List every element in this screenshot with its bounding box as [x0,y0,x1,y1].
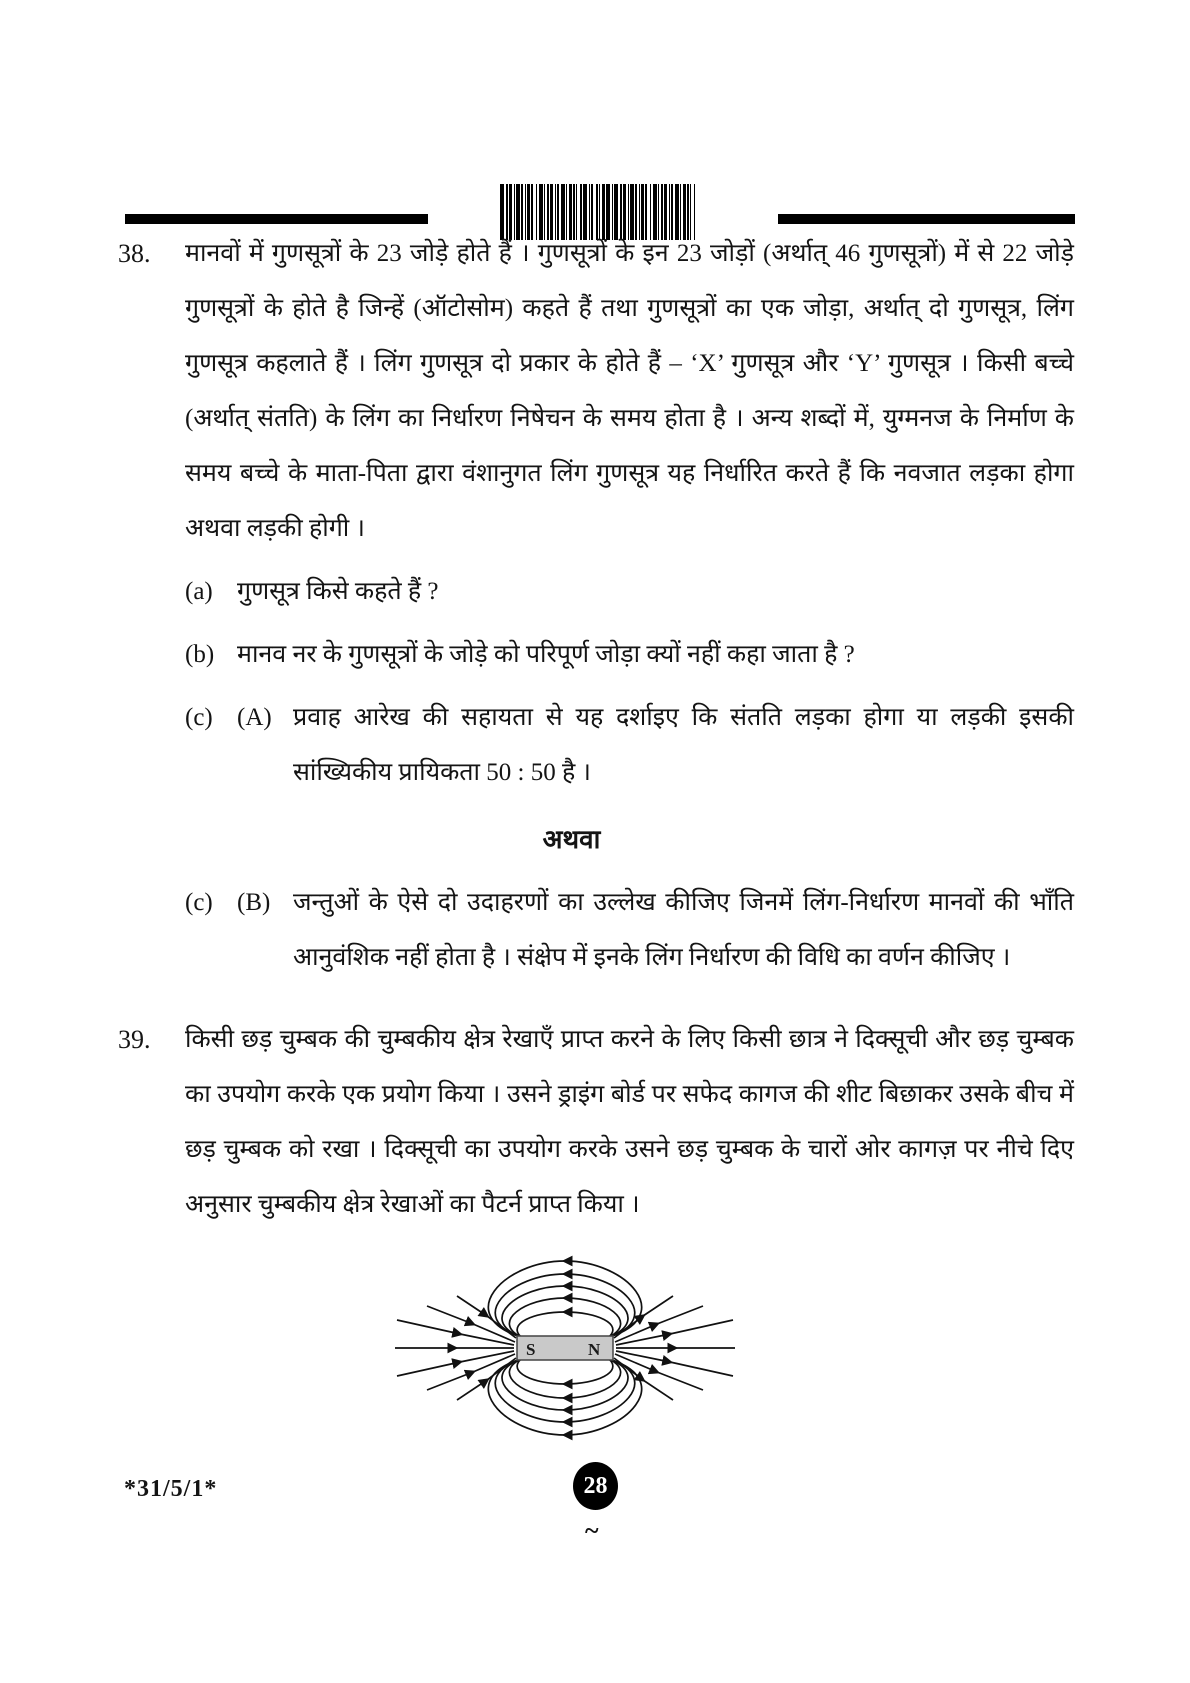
question-38 [118,226,1074,985]
part-cB-label: (B) [237,889,271,916]
question-39-number: 39. [118,1025,151,1054]
part-b-text: मानव नर के गुणसूत्रों के जोड़े को परिपूर्ण जोड़ा क्यों नहीं कहा जाता है ? [237,641,855,668]
part-c-label-2: (c) [185,889,213,916]
question-38-number: 38. [118,239,151,268]
paper-code: *31/5/1* [124,1476,218,1502]
north-pole-label: N [588,1340,601,1359]
part-c-label: (c) [185,704,213,731]
question-38-part-c-A [185,690,1074,800]
question-38-part-c-B [185,875,1074,985]
question-39-text: किसी छड़ चुम्बक की चुम्बकीय क्षेत्र रेखाएँ प्राप्त करने के लिए किसी छात्र ने दिक्सूची और छड़ चुम्बक का उपयोग करके एक प्रयोग किया । उसने ड्राइंग बोर्ड पर सफेद कागज की शीट बिछाकर उसके बीच में छड़ चुम्बक को रखा । दिक्सूची का उपयोग करके उसने छड़ चुम्बक के चारों ओर कागज़ पर नीचे दिए अनुसार चुम्बकीय क्षेत्र रेखाओं का पैटर्न प्राप्त किया । [185,1026,1074,1218]
magnetic-field-pattern-figure [395,1248,735,1448]
part-b-label: (b) [185,641,215,668]
question-38-part-b [185,627,1074,682]
header-rule-right [778,214,1075,224]
part-cA-label: (A) [237,704,272,731]
header-rule-left [125,214,428,224]
or-separator: अथवा [542,825,601,854]
bar-magnet [517,1336,613,1360]
question-38-text: मानवों में गुणसूत्रों के 23 जोड़े होते हैं । गुणसूत्रों के इन 23 जोड़ों (अर्थात् 46 गुणसूत्रों) में से 22 जोड़े गुणसूत्रों के होते है जिन्हें (ऑटोसोम) कहते हैं तथा गुणसूत्रों का एक जोड़ा, अर्थात् दो गुणसूत्र, लिंग गुणसूत्र कहलाते हैं । लिंग गुणसूत्र दो प्रकार के होते हैं – ‘X’ गुणसूत्र और ‘Y’ गुणसूत्र । किसी बच्चे (अर्थात् संतति) के लिंग का निर्धारण निषेचन के समय होता है । अन्य शब्दों में, युग्मनज के निर्माण के समय बच्चे के माता-पिता द्वारा वंशानुगत लिंग गुणसूत्र यह निर्धारित करते हैं कि नवजात लड़का होगा अथवा लड़की होगी । [185,240,1074,542]
page-number-badge [573,1462,618,1510]
south-pole-label: S [526,1340,536,1359]
part-cB-text: जन्तुओं के ऐसे दो उदाहरणों का उल्लेख कीजिए जिनमें लिंग-निर्धारण मानवों की भाँति आनुवंशिक नहीं होता है । संक्षेप में इनके लिंग निर्धारण की विधि का वर्णन कीजिए । [293,889,1074,971]
part-a-label: (a) [185,578,213,605]
footer-tilde-mark: ~ [585,1516,599,1545]
page-number: 28 [583,1472,608,1499]
question-38-part-a [185,564,1074,619]
part-cA-text: प्रवाह आरेख की सहायता से यह दर्शाइए कि संतति लड़का होगा या लड़की इसकी सांख्यिकीय प्रायिकता 50 : 50 है । [293,704,1074,786]
question-39 [118,1012,1074,1232]
part-a-text: गुणसूत्र किसे कहते हैं ? [237,578,439,605]
